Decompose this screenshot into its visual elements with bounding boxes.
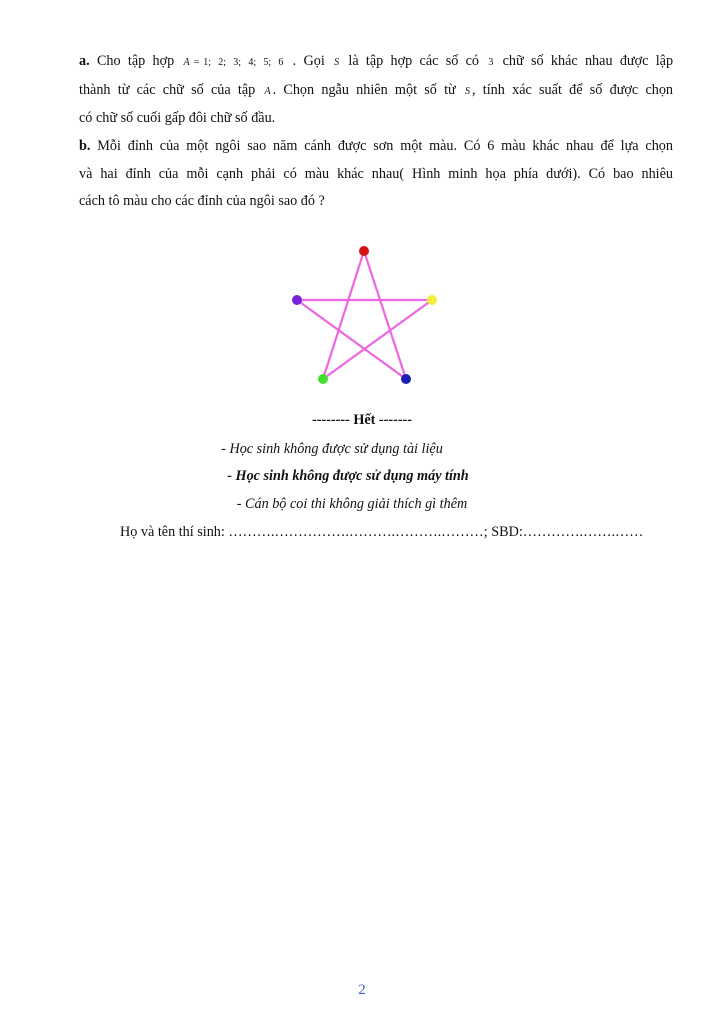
part-b-line-1: b. Mỗi đỉnh của một ngôi sao năm cánh được sơn một màu. Có 6 màu khác nhau để lựa chọn [79,138,673,154]
candidate-info-line: Họ và tên thí sinh: ……….…………….……….……….………; SBD:………….…….…… [120,524,644,540]
page-number: 2 [358,982,366,998]
part-b-line-2: và hai đỉnh của mỗi cạnh phải có màu khác nhau( Hình minh họa phía dưới). Có bao nhiêu [79,165,673,182]
star-edge [323,300,432,379]
part-a-line-2: thành từ các chữ số của tập A . Chọn ngẫu nhiên một số từ S , tính xác suất để số được chọn [79,81,674,98]
star-edge [364,251,406,379]
digit-count: 3 [488,57,494,68]
star-vertex-left [292,295,302,305]
star-edge [323,251,364,379]
set-s-symbol: S [465,85,470,97]
part-a-line-3: có chữ số cuối gấp đôi chữ số đầu. [79,110,276,126]
star-vertex-bottom-right [401,374,411,384]
note-no-explanation: - Cán bộ coi thi không giải thích gì thêm [236,496,468,512]
star-svg [284,240,444,390]
star-vertices [292,246,437,384]
star-vertex-top [359,246,369,256]
set-a-values: 1; 2; 3; 4; 5; 6 [203,57,284,68]
part-b-label: b. [79,138,91,154]
set-a-symbol: A [183,57,190,68]
star-vertex-bottom-left [318,374,328,384]
question-part-b [79,133,673,216]
part-a-line-1: a. Cho tập hợp A = 1; 2; 3; 4; 5; 6 . Gọi S là tập hợp các số có 3 chữ số khác nhau được lập [79,53,674,69]
set-s-symbol: S [334,57,340,68]
star-illustration [284,240,444,390]
note-no-documents: - Học sinh không được sử dụng tài liệu [221,441,443,457]
set-a-symbol: A [264,85,271,97]
end-marker: -------- Hết ------- [311,412,413,428]
question-part-a [79,48,673,133]
star-edges [297,251,432,379]
note-no-calculator: - Học sinh không được sử dụng máy tính [227,468,469,484]
part-b-line-3: cách tô màu cho các đỉnh của ngôi sao đó ? [79,193,325,209]
star-vertex-right [427,295,437,305]
part-a-label: a. [79,53,90,69]
star-edge [297,300,406,379]
